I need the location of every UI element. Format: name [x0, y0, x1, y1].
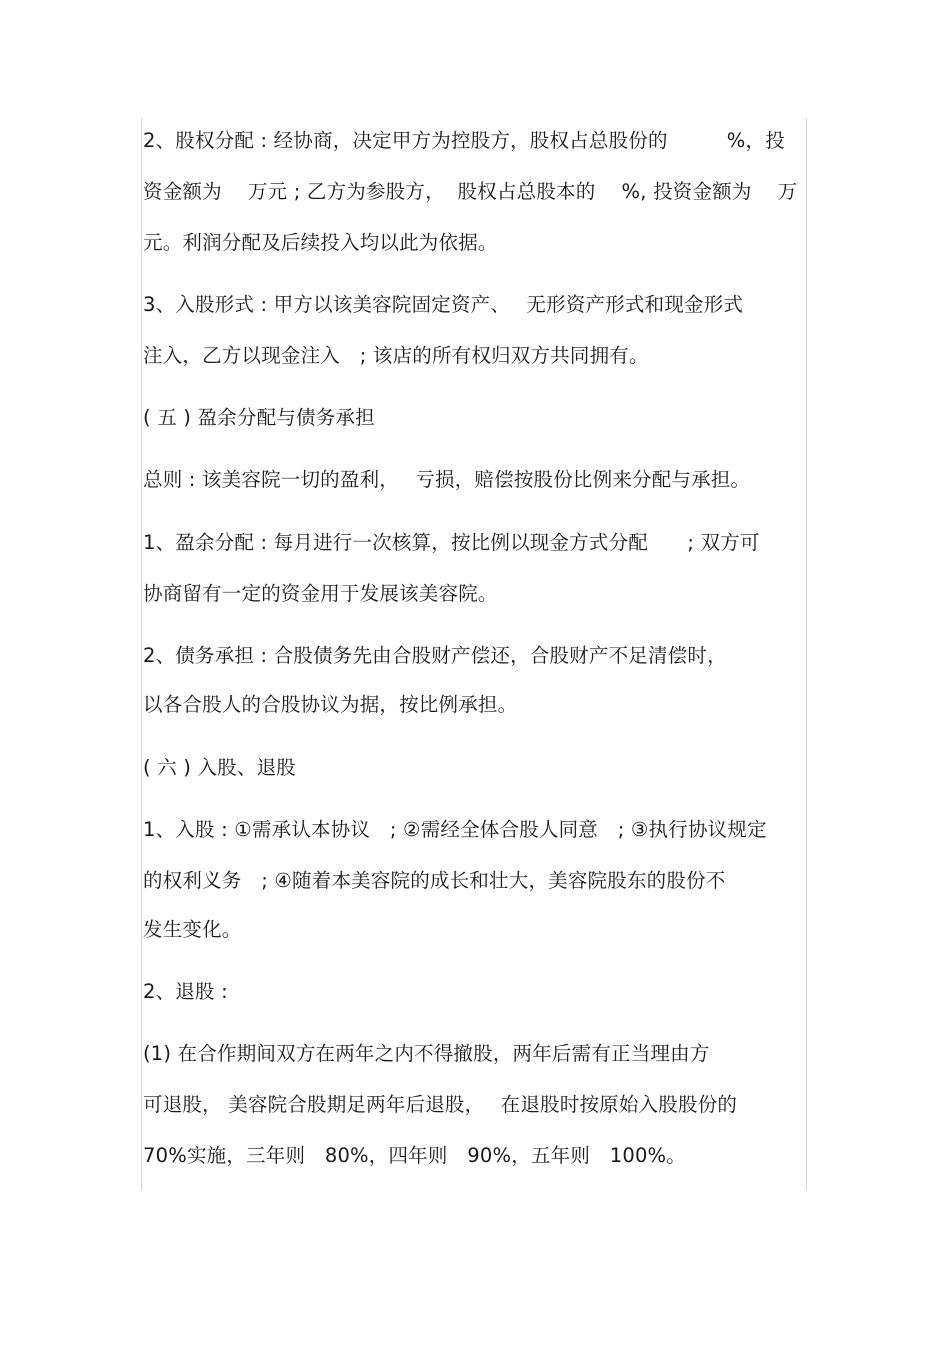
- paragraph-line-join-1: 1、入股 : ①需承认本协议 ; ②需经全体合股人同意 ; ③执行协议规定: [143, 818, 767, 841]
- paragraph-line-equity-distribution-2: 资金额为 万元 ; 乙方为参股方， 股权占总股本的 %, 投资金额为 万: [143, 180, 798, 203]
- paragraph-line-withdraw-2: 可退股， 美容院合股期足两年后退股， 在退股时按原始入股股份的: [143, 1093, 738, 1116]
- paragraph-line-withdraw-heading: 2、退股 :: [143, 980, 228, 1003]
- paragraph-line-debt-1: 2、债务承担 : 合股债务先由合股财产偿还，合股财产不足清偿时，: [143, 644, 727, 667]
- paragraph-line-debt-2: 以各合股人的合股协议为据，按比例承担。: [143, 693, 518, 716]
- section-heading-six: ( 六 ) 入股、退股: [143, 756, 297, 779]
- paragraph-line-investment-form-2: 注入，乙方以现金注入 ; 该店的所有权归双方共同拥有。: [143, 344, 649, 367]
- paragraph-line-withdraw-3: 70%实施，三年则 80%，四年则 90%，五年则 100%。: [143, 1144, 686, 1167]
- paragraph-line-join-3: 发生变化。: [143, 918, 242, 941]
- paragraph-line-surplus-1: 1、盈余分配 : 每月进行一次核算，按比例以现金方式分配 ; 双方可: [143, 531, 760, 554]
- paragraph-line-withdraw-1: (1) 在合作期间双方在两年之内不得撤股，两年后需有正当理由方: [143, 1042, 710, 1065]
- paragraph-line-join-2: 的权利义务 ; ④随着本美容院的成长和壮大，美容院股东的股份不: [143, 869, 726, 892]
- paragraph-line-equity-distribution-3: 元。利润分配及后续投入均以此为依据。: [143, 231, 498, 254]
- page-border-right: [806, 118, 807, 1190]
- paragraph-line-general-rule: 总则 : 该美容院一切的盈利， 亏损，赔偿按股份比例来分配与承担。: [143, 468, 751, 491]
- paragraph-line-equity-distribution-1: 2、股权分配 : 经协商，决定甲方为控股方，股权占总股份的 %，投: [143, 129, 785, 152]
- page-border-left: [141, 118, 142, 1190]
- section-heading-five: ( 五 ) 盈余分配与债务承担: [143, 406, 375, 429]
- paragraph-line-investment-form-1: 3、入股形式 : 甲方以该美容院固定资产、 无形资产形式和现金形式: [143, 293, 744, 316]
- paragraph-line-surplus-2: 协商留有一定的资金用于发展该美容院。: [143, 582, 498, 605]
